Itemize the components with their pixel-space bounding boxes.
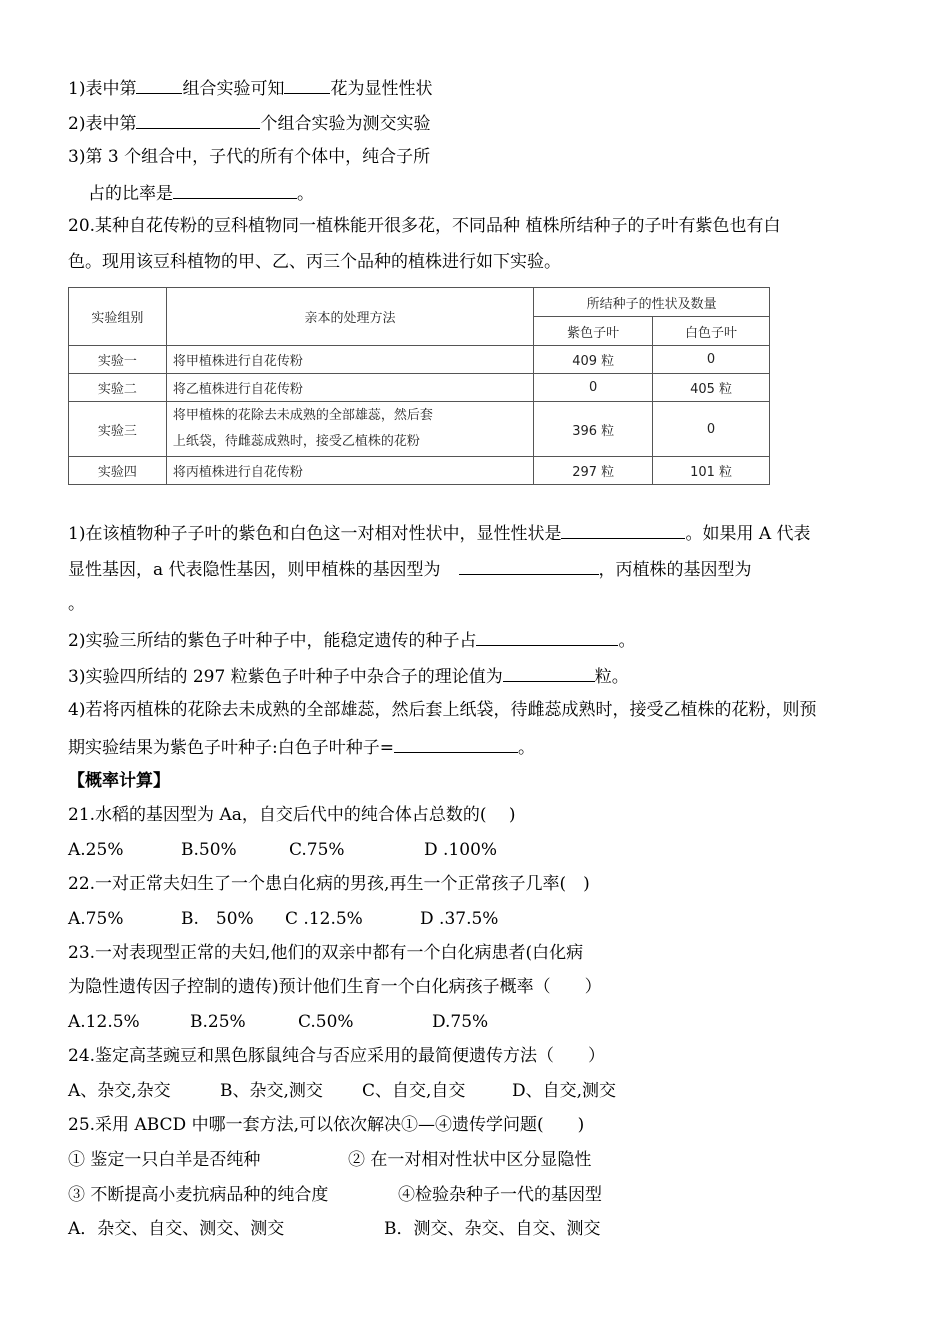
answer-blank[interactable] (284, 75, 330, 94)
q19-sub1 (68, 75, 432, 101)
cell-group: 实验二 (69, 374, 167, 402)
q25-problems-2 (68, 1183, 602, 1207)
q19-sub3-cont (88, 180, 314, 206)
q25-problem-1: ① 鉴定一只白羊是否纯种 (68, 1150, 261, 1170)
q20-sub4-text: 。 (517, 738, 535, 758)
table-row (69, 346, 770, 374)
cell-method-line: 上纸袋，待雌蕊成熟时，接受乙植株的花粉 (172, 434, 420, 449)
cell-white: 405 粒 (653, 374, 770, 402)
q25-problem-2: ② 在一对相对性状中区分显隐性 (348, 1150, 592, 1170)
answer-blank[interactable] (136, 110, 260, 129)
q22-option-a[interactable]: A.75% (68, 909, 124, 929)
q20-sub2-text: 2)实验三所结的紫色子叶种子中，能稳定遗传的种子占 (68, 631, 477, 651)
q20-sub3-text: 粒。 (594, 667, 629, 687)
q23-stem-2: 为隐性遗传因子控制的遗传)预计他们生育一个白化病孩子概率（ ） (68, 977, 602, 997)
q25-options (68, 1217, 601, 1241)
q25-option-b[interactable]: B．测交、杂交、自交、测交 (384, 1219, 601, 1239)
q20-sub3 (68, 663, 629, 689)
answer-blank[interactable] (476, 627, 618, 646)
cell-purple: 0 (534, 374, 653, 402)
q19-sub2-text: 个组合实验为测交实验 (260, 114, 431, 134)
cell-group: 实验四 (69, 457, 167, 485)
cell-method-line: 将甲植株的花除去未成熟的全部雄蕊，然后套 (172, 408, 433, 423)
q20-sub1 (68, 520, 811, 546)
q20-sub3-text: 3)实验四所结的 297 粒紫色子叶种子中杂合子的理论值为 (68, 667, 503, 687)
answer-blank[interactable] (561, 520, 685, 539)
q20-sub1-cont (68, 556, 752, 582)
q21-option-a[interactable]: A.25% (68, 840, 124, 860)
q19-sub3-text: 。 (297, 184, 314, 204)
q23-stem-1: 23.一对表现型正常的夫妇,他们的双亲中都有一个白化病患者(白化病 (68, 943, 584, 963)
q20-sub1-text: 1)在该植物种子子叶的紫色和白色这一对相对性状中，显性性状是 (68, 524, 562, 544)
q20-sub1-end: 。 (68, 594, 85, 614)
q21-option-d[interactable]: D .100% (424, 840, 498, 860)
cell-white: 0 (653, 402, 770, 457)
q19-sub3: 3)第 3 个组合中，子代的所有个体中，纯合子所 (68, 147, 431, 167)
table-row (69, 457, 770, 485)
q23-option-d[interactable]: D.75% (432, 1012, 489, 1032)
answer-blank[interactable] (136, 75, 182, 94)
answer-blank[interactable] (503, 663, 595, 682)
header-group: 实验组别 (69, 288, 167, 346)
q23-option-c[interactable]: C.50% (298, 1012, 354, 1032)
q25-option-a[interactable]: A．杂交、自交、测交、测交 (68, 1219, 285, 1239)
cell-purple: 409 粒 (534, 346, 653, 374)
q24-option-d[interactable]: D、自交,测交 (512, 1081, 617, 1101)
q20-sub1-text: 显性基因，a 代表隐性基因，则甲植株的基因型为 (68, 560, 441, 580)
answer-blank[interactable] (394, 734, 518, 753)
cell-method: 将甲植株进行自花传粉 (166, 346, 533, 374)
q24-option-a[interactable]: A、杂交,杂交 (68, 1081, 171, 1101)
cell-method (166, 402, 533, 457)
q20-sub4-text: 期实验结果为紫色子叶种子:白色子叶种子= (68, 738, 394, 758)
cell-white: 101 粒 (653, 457, 770, 485)
q22-option-c[interactable]: C .12.5% (285, 909, 363, 929)
header-result: 所结种子的性状及数量 (534, 288, 770, 317)
cell-method: 将乙植株进行自花传粉 (166, 374, 533, 402)
q22-stem: 22.一对正常夫妇生了一个患白化病的男孩,再生一个正常孩子几率( ) (68, 874, 590, 894)
q23-options (68, 1010, 488, 1034)
q25-problem-4: ④检验杂种子一代的基因型 (398, 1185, 602, 1205)
q20-sub2-text: 。 (618, 631, 636, 651)
q24-stem: 24.鉴定高茎豌豆和黑色豚鼠纯合与否应采用的最简便遗传方法（ ） (68, 1046, 606, 1066)
q22-options (68, 907, 498, 931)
q19-sub1-text: 1)表中第 (68, 79, 137, 99)
cell-purple: 297 粒 (534, 457, 653, 485)
q19-sub1-text: 组合实验可知 (182, 79, 285, 99)
q20-sub1-text: ，丙植株的基因型为 (598, 560, 752, 580)
header-method: 亲本的处理方法 (166, 288, 533, 346)
q19-sub1-text: 花为显性性状 (330, 79, 433, 99)
q21-option-b[interactable]: B.50% (181, 840, 237, 860)
cell-group: 实验三 (69, 402, 167, 457)
q23-option-b[interactable]: B.25% (190, 1012, 246, 1032)
q19-sub2 (68, 110, 430, 136)
q24-options (68, 1079, 616, 1103)
q21-options (68, 838, 497, 862)
q22-option-b[interactable]: B. 50% (181, 909, 254, 929)
section-title: 【概率计算】 (68, 771, 170, 791)
table-row (69, 402, 770, 457)
q24-option-c[interactable]: C、自交,自交 (362, 1081, 466, 1101)
table-row (69, 374, 770, 402)
q22-option-d[interactable]: D .37.5% (420, 909, 499, 929)
q25-problems-1 (68, 1148, 591, 1172)
q19-sub3-text: 占的比率是 (88, 184, 173, 204)
answer-blank[interactable] (459, 556, 599, 575)
cell-method: 将丙植株进行自花传粉 (166, 457, 533, 485)
q19-sub2-text: 2)表中第 (68, 114, 137, 134)
q20-sub2 (68, 627, 635, 653)
q24-option-b[interactable]: B、杂交,测交 (220, 1081, 323, 1101)
q23-option-a[interactable]: A.12.5% (68, 1012, 140, 1032)
q20-sub1-text: 。如果用 A 代表 (685, 524, 811, 544)
experiment-table (68, 287, 770, 485)
cell-group: 实验一 (69, 346, 167, 374)
cell-white: 0 (653, 346, 770, 374)
header-white: 白色子叶 (653, 317, 770, 346)
header-purple: 紫色子叶 (534, 317, 653, 346)
q25-stem: 25.采用 ABCD 中哪一套方法,可以依次解决①—④遗传学问题( ) (68, 1115, 585, 1135)
q20-sub4-cont (68, 734, 535, 760)
q20-sub4: 4)若将丙植株的花除去未成熟的全部雄蕊，然后套上纸袋，待雌蕊成熟时，接受乙植株的花粉，则预 (68, 700, 817, 720)
cell-purple: 396 粒 (534, 402, 653, 457)
q21-stem: 21.水稻的基因型为 Aa，自交后代中的纯合体占总数的( ) (68, 805, 516, 825)
answer-blank[interactable] (173, 180, 297, 199)
q20-intro-1: 20.某种自花传粉的豆科植物同一植株能开很多花，不同品种 植株所结种子的子叶有紫色也有白 (68, 216, 781, 236)
q20-intro-2: 色。现用该豆科植物的甲、乙、丙三个品种的植株进行如下实验。 (68, 252, 561, 272)
q21-option-c[interactable]: C.75% (289, 840, 345, 860)
q25-problem-3: ③ 不断提高小麦抗病品种的纯合度 (68, 1185, 329, 1205)
